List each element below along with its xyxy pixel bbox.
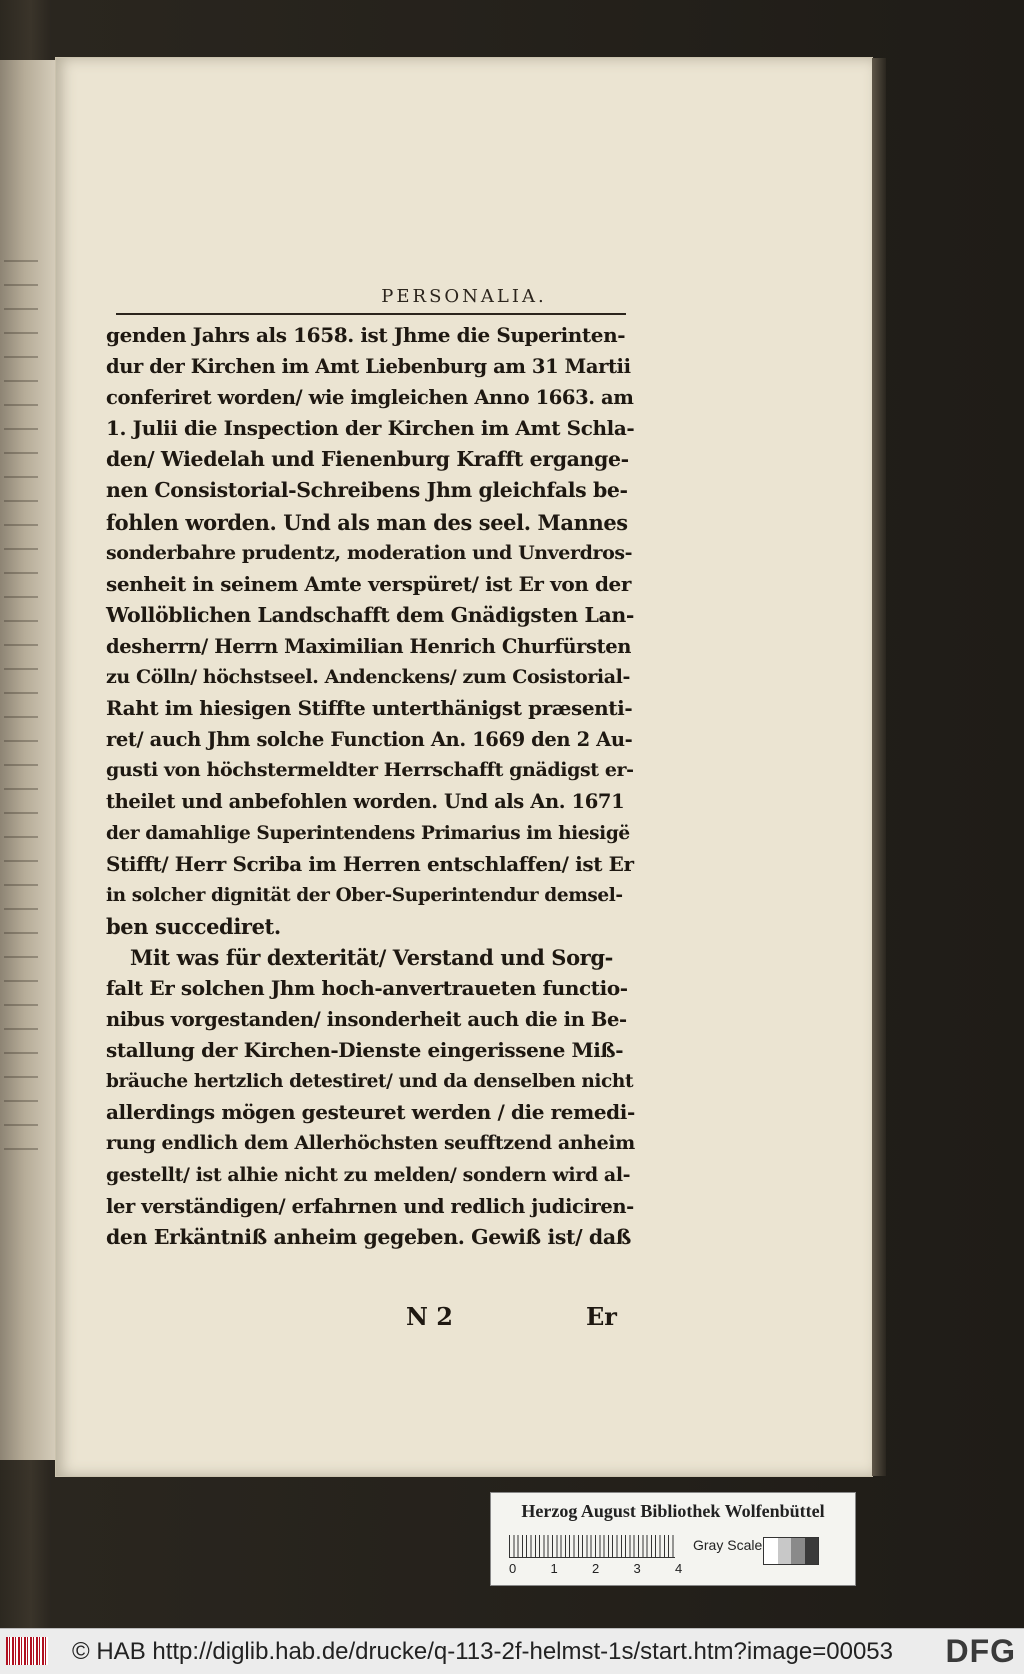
text-line: dur der Kirchen im Amt Liebenburg am 31 Martii	[106, 355, 631, 379]
gray-swatch	[764, 1538, 778, 1564]
text-line: ret/ auch Jhm solche Function An. 1669 den 2 Au-	[106, 728, 633, 752]
hab-barcode-icon	[6, 1637, 48, 1665]
text-line: nen Consistorial-Schreibens Jhm gleichfals be-	[106, 478, 628, 503]
text-line: genden Jahrs als 1658. ist Jhme die Superinten-	[106, 323, 626, 347]
source-url[interactable]: © HAB http://diglib.hab.de/drucke/q-113-2f-helmst-1s/start.htm?image=00053	[72, 1638, 894, 1665]
page-edge-shadow	[872, 58, 886, 1476]
text-line: nibus vorgestanden/ insonderheit auch die in Be-	[106, 1008, 627, 1032]
gray-scale-label: Gray Scale	[693, 1537, 763, 1553]
body-text	[106, 320, 636, 1253]
gray-scale-swatches	[763, 1537, 819, 1565]
ruler-scale	[509, 1535, 675, 1558]
page-header: PERSONALIA.	[381, 286, 547, 307]
status-bar	[0, 1628, 1024, 1674]
ruler-tick-label: 0	[509, 1561, 517, 1576]
ruler-tick-label: 1	[550, 1561, 558, 1576]
ruler-tick-label: 3	[633, 1561, 641, 1576]
text-line: stallung der Kirchen-Dienste eingerissene Miß-	[106, 1038, 624, 1063]
bleed-through	[4, 260, 38, 1160]
text-line: den/ Wiedelah und Fienenburg Krafft ergange-	[106, 447, 629, 472]
text-line: senheit in seinem Amte verspüret/ ist Er von der	[106, 571, 632, 596]
color-calibration-card	[490, 1492, 856, 1586]
text-line: in solcher dignität der Ober-Superintendur demsel-	[106, 884, 623, 906]
gray-swatch	[778, 1538, 792, 1564]
text-line: rung endlich dem Allerhöchsten seufftzend anheim	[106, 1132, 635, 1155]
catchword: Er	[586, 1302, 617, 1331]
text-line: ler verständigen/ erfahrnen und redlich judiciren-	[106, 1194, 634, 1218]
text-line: theilet und anbefohlen worden. Und als An. 1671	[106, 790, 625, 814]
card-title: Herzog August Bibliothek Wolfenbüttel	[521, 1501, 825, 1521]
text-line: sonderbahre prudentz, moderation und Unverdros-	[106, 541, 633, 564]
text-line: 1. Julii die Inspection der Kirchen im Amt Schla-	[106, 416, 635, 441]
gray-swatch	[805, 1538, 819, 1564]
ruler-tick-label: 4	[675, 1561, 683, 1576]
text-line: ben succediret.	[106, 913, 281, 939]
previous-leaf-edge	[0, 60, 60, 1460]
text-line: Raht im hiesigen Stiffte unterthänigst præsenti-	[106, 696, 633, 721]
text-line: gusti von höchstermeldter Herrschafft gnädigst er-	[106, 759, 634, 782]
text-line: Stifft/ Herr Scriba im Herren entschlaffen/ ist Er	[106, 851, 634, 876]
header-rule	[116, 313, 626, 315]
book-page	[56, 58, 872, 1476]
ruler-tick-label: 2	[592, 1561, 600, 1576]
text-line: conferiret worden/ wie imgleichen Anno 1663. am	[106, 386, 634, 410]
text-line: Mit was für dexterität/ Verstand und Sorg-	[130, 944, 613, 970]
text-line: desherrn/ Herrn Maximilian Henrich Churfürsten	[106, 634, 631, 658]
text-line: den Erkäntniß anheim gegeben. Gewiß ist/ daß	[106, 1224, 631, 1249]
text-line: der damahlige Superintendens Primarius im hiesigë	[106, 822, 630, 844]
text-line: Wollöblichen Landschafft dem Gnädigsten Lan-	[106, 602, 635, 627]
gray-swatch	[791, 1538, 805, 1564]
text-line: zu Cölln/ höchstseel. Andenckens/ zum Cosistorial-	[106, 666, 630, 689]
text-line: falt Er solchen Jhm hoch-anvertraueten functio-	[106, 975, 628, 1000]
text-line: bräuche hertzlich detestiret/ und da denselben nicht	[106, 1071, 634, 1093]
text-line: allerdings mögen gesteuret werden / die remedi-	[106, 1100, 635, 1125]
dfg-logo: DFG	[945, 1633, 1016, 1669]
text-line: fohlen worden. Und als man des seel. Mannes	[106, 509, 628, 535]
text-line: gestellt/ ist alhie nicht zu melden/ sondern wird al-	[106, 1163, 631, 1186]
signature-mark: N 2	[406, 1302, 453, 1331]
